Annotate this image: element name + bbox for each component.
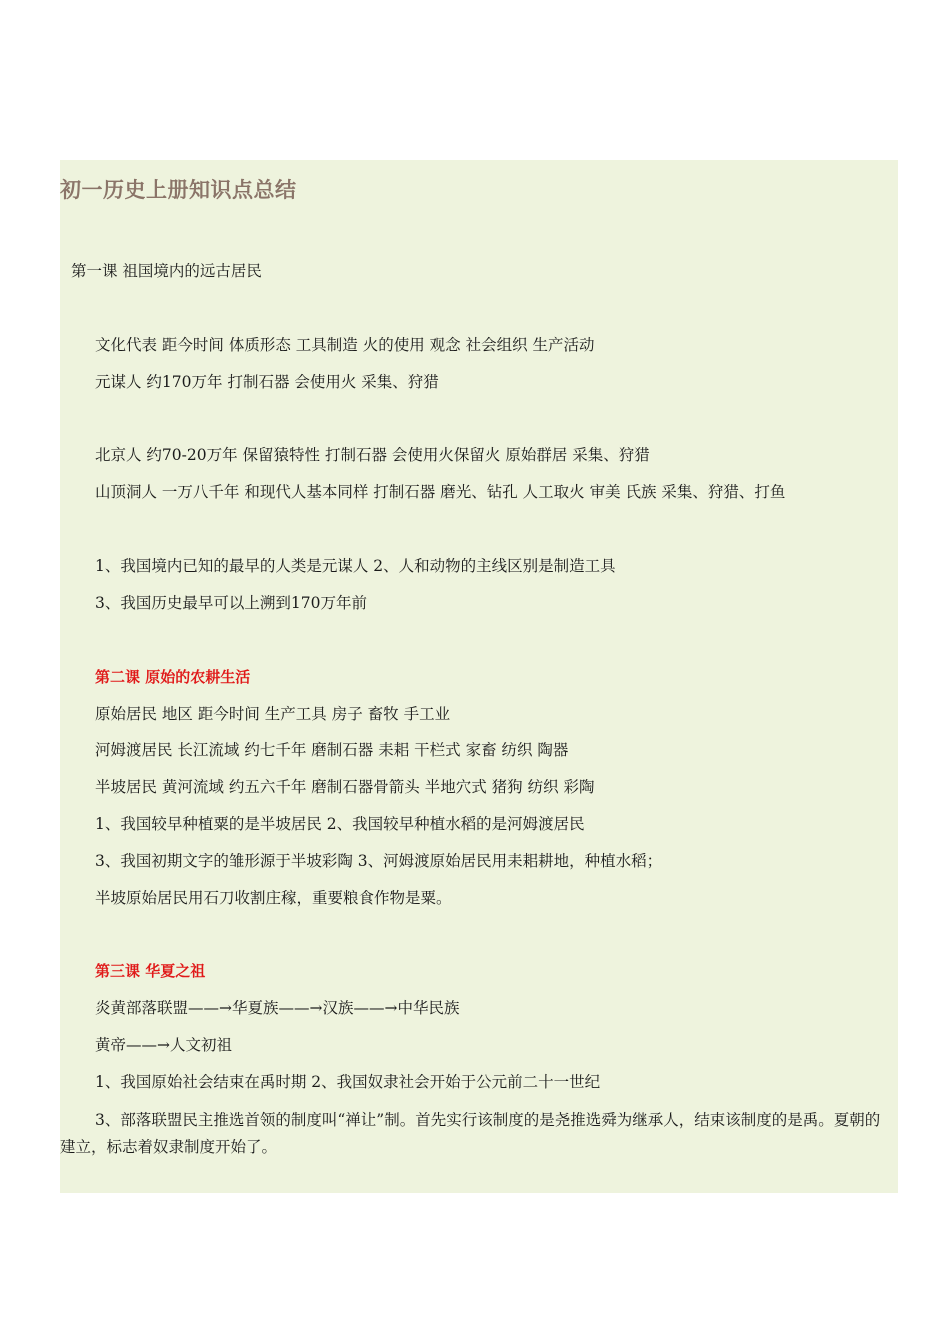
lesson2-point-1-2: 1、我国较早种植粟的是半坡居民 2、我国较早种植水稻的是河姆渡居民	[95, 815, 585, 833]
lesson3-point-3: 3、部落联盟民主推选首领的制度叫“禅让”制。首先实行该制度的是尧推选舜为继承人，结束该制度的是禹。夏朝的建立，标志着奴隶制度开始了。	[60, 1111, 881, 1156]
lesson1-row-shanding: 山顶洞人 一万八千年 和现代人基本同样 打制石器 磨光、钻孔 人工取火 审美 氏族 采集、狩猎、打鱼	[95, 483, 786, 501]
lesson2-point-3-4: 3、我国初期文字的雏形源于半坡彩陶 3、河姆渡原始居民用耒耜耕地，种植水稻；	[95, 852, 663, 870]
lesson1-table-header: 文化代表 距今时间 体质形态 工具制造 火的使用 观念 社会组织 生产活动	[95, 336, 595, 354]
lesson1-row-beijing: 北京人 约70-20万年 保留猿特性 打制石器 会使用火保留火 原始群居 采集、狩猎	[95, 446, 650, 464]
lesson1-row-yuanmou: 元谋人 约170万年 打制石器 会使用火 采集、狩猎	[95, 373, 439, 391]
lesson2-point-continued: 半坡原始居民用石刀收割庄稼，重要粮食作物是粟。	[95, 889, 452, 907]
lesson3-chain-2: 黄帝——→人文初祖	[95, 1036, 232, 1054]
lesson3-heading: 第三课 华夏之祖	[95, 962, 206, 980]
lesson2-row-banpo: 半坡居民 黄河流域 约五六千年 磨制石器骨箭头 半地穴式 猪狗 纺织 彩陶	[95, 778, 595, 796]
lesson3-chain-1: 炎黄部落联盟——→华夏族——→汉族——→中华民族	[95, 999, 460, 1017]
lesson2-table-header: 原始居民 地区 距今时间 生产工具 房子 畜牧 手工业	[95, 705, 451, 723]
lesson2-heading: 第二课 原始的农耕生活	[95, 668, 251, 686]
lesson1-point-1-2: 1、我国境内已知的最早的人类是元谋人 2、人和动物的主线区别是制造工具	[95, 557, 616, 575]
lesson3-point-1-2: 1、我国原始社会结束在禹时期 2、我国奴隶社会开始于公元前二十一世纪	[95, 1073, 601, 1091]
lesson2-row-hemudu: 河姆渡居民 长江流域 约七千年 磨制石器 耒耜 干栏式 家畜 纺织 陶器	[95, 741, 569, 759]
lesson1-heading: 第一课 祖国境内的远古居民	[71, 262, 262, 280]
page-title: 初一历史上册知识点总结	[60, 178, 297, 202]
lesson1-point-3: 3、我国历史最早可以上溯到170万年前	[95, 594, 367, 612]
